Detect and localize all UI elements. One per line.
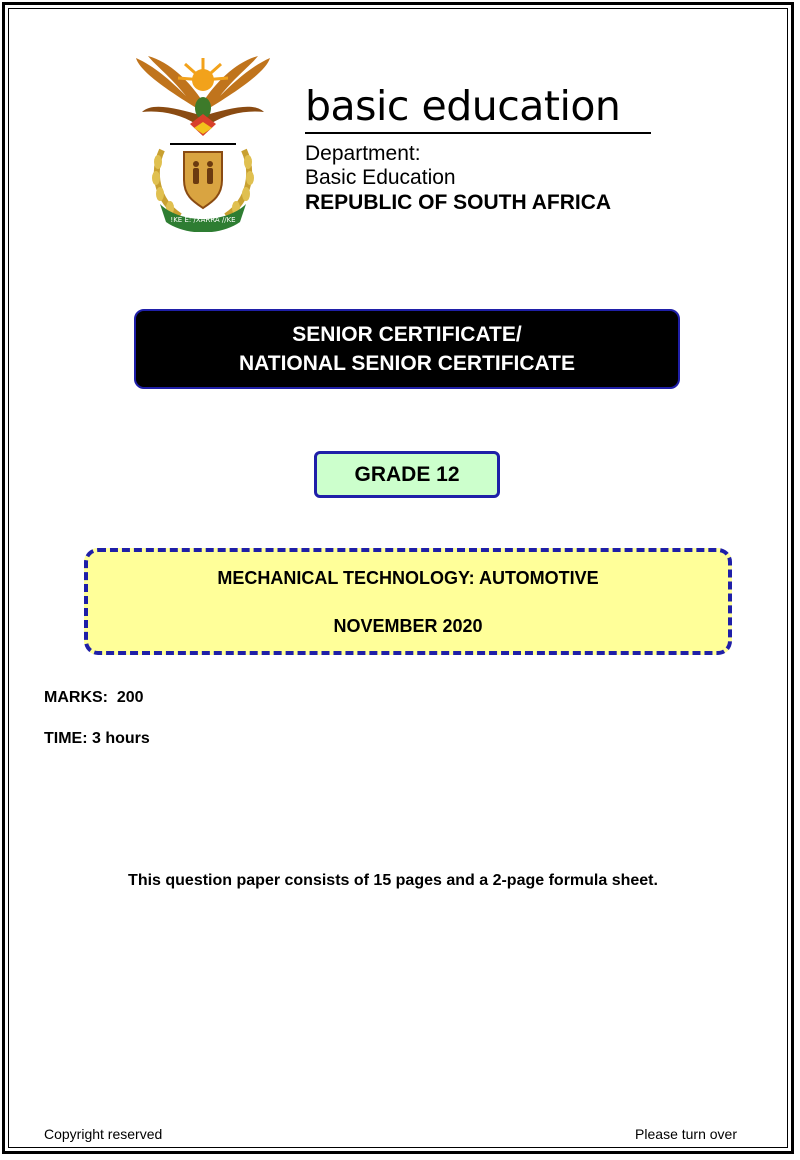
grade-badge: GRADE 12 xyxy=(314,451,500,498)
subject-box xyxy=(84,548,732,655)
certificate-line-2: NATIONAL SENIOR CERTIFICATE xyxy=(239,352,575,375)
country-name: REPUBLIC OF SOUTH AFRICA xyxy=(305,191,612,214)
certificate-line-1: SENIOR CERTIFICATE/ xyxy=(292,323,522,346)
certificate-banner xyxy=(134,309,680,389)
footer-turn-over: Please turn over xyxy=(635,1126,737,1142)
paper-info: This question paper consists of 15 pages and a 2-page formula sheet. xyxy=(128,872,658,889)
crest-motto: !KE E: /XARRA //KE xyxy=(170,216,236,224)
brand-block xyxy=(305,82,653,216)
exam-session: NOVEMBER 2020 xyxy=(333,616,483,636)
south-africa-coat-of-arms-icon xyxy=(130,52,276,232)
department-name: Basic Education xyxy=(305,166,456,189)
marks-total: MARKS: 200 xyxy=(44,689,144,706)
subject-name: MECHANICAL TECHNOLOGY: AUTOMOTIVE xyxy=(217,568,599,588)
brand-title: basic education xyxy=(305,82,621,130)
footer-copyright: Copyright reserved xyxy=(44,1126,163,1142)
time-allowed: TIME: 3 hours xyxy=(44,730,150,747)
department-label: Department: xyxy=(305,142,421,165)
brand-divider xyxy=(305,132,651,134)
